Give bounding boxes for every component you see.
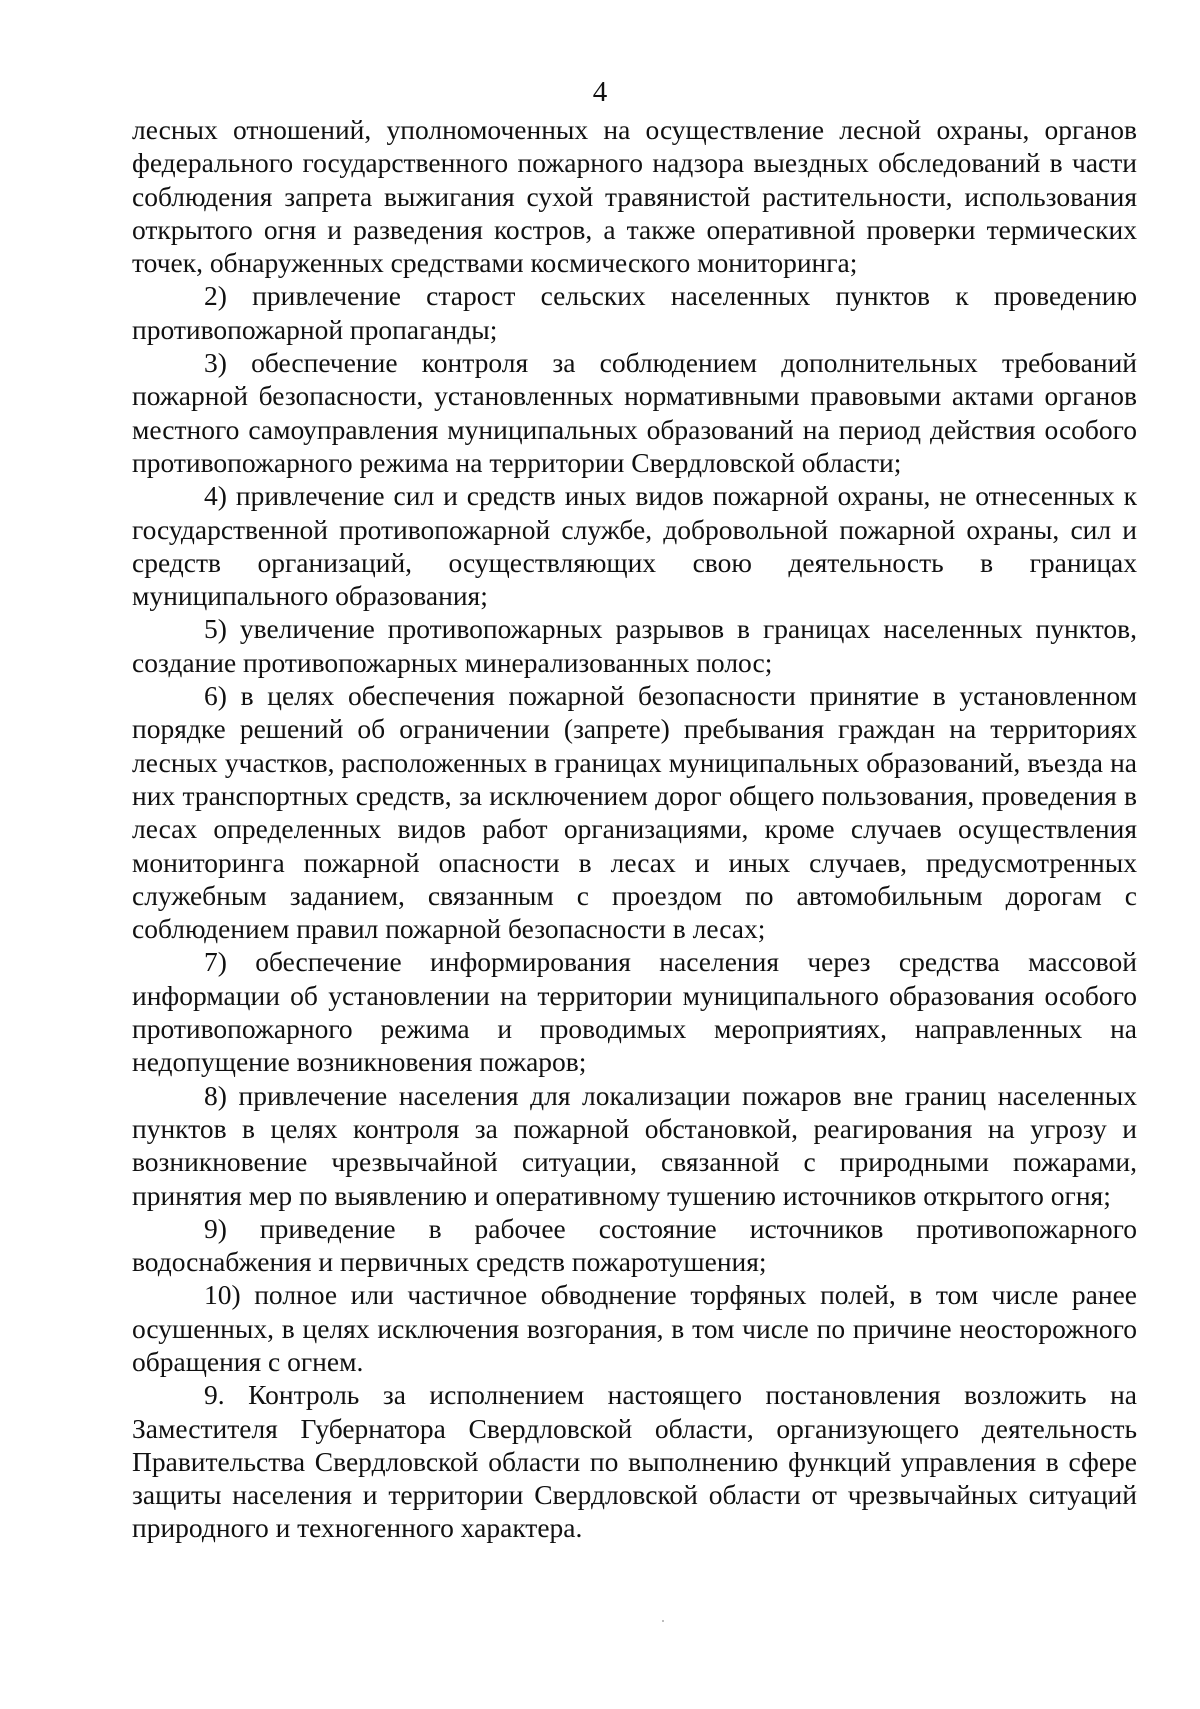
list-item-3: 3) обеспечение контроля за соблюдением дополнительных требований пожарной безопасности, установленных нормативными правовыми актами органов местного самоуправления муниципальных образований на период действия особого противопожарного режима на территории Свердловской области; [132,347,1137,478]
scan-speck [662,1620,664,1622]
page-number: 4 [592,76,608,108]
list-item-8: 8) привлечение населения для локализации пожаров вне границ населенных пунктов в целях контроля за пожарной обстановкой, реагирования на угрозу и возникновение чрезвычайной ситуации, связанной с природными пожарами, принятия мер по выявлению и оперативному тушению источников открытого огня; [132,1079,1137,1211]
paragraph-continuation: лесных отношений, уполномоченных на осуществление лесной охраны, органов федерального государственного пожарного надзора выездных обследований в части соблюдения запрета выжигания сухой травянистой растительности, использования открытого огня и разведения костров, а также оперативной проверки термических точек, обнаруженных средствами космического мониторинга; [132,114,1137,279]
document-body [132,113,1137,1545]
list-item-5: 5) увеличение противопожарных разрывов в границах населенных пунктов, создание противопожарных минерализованных полос; [132,613,1137,678]
list-item-4: 4) привлечение сил и средств иных видов пожарной охраны, не отнесенных к государственной противопожарной службе, добровольной пожарной охраны, сил и средств организаций, осуществляющих свою деятельность в границах муниципального образования; [132,480,1137,612]
list-item-10: 10) полное или частичное обводнение торфяных полей, в том числе ранее осушенных, в целях исключения возгорания, в том числе по причине неосторожного обращения с огнем. [132,1279,1137,1377]
clause-9-paragraph: 9. Контроль за исполнением настоящего постановления возложить на Заместителя Губернатора Свердловской области, организующего деятельность Правительства Свердловской области по выполнению функций управления в сфере защиты населения и территории Свердловской области от чрезвычайных ситуаций природного и техногенного характера. [132,1379,1137,1544]
list-item-9: 9) приведение в рабочее состояние источников противопожарного водоснабжения и первичных средств пожаротушения; [132,1212,1137,1278]
list-item-7: 7) обеспечение информирования населения через средства массовой информации об установлении на территории муниципального образования особого противопожарного режима и проводимых мероприятиях, направленных на недопущение возникновения пожаров; [132,946,1137,1078]
list-item-2: 2) привлечение старост сельских населенных пунктов к проведению противопожарной пропаганды; [132,280,1137,345]
list-item-6: 6) в целях обеспечения пожарной безопасности принятие в установленном порядке решений об ограничении (запрете) пребывания граждан на территориях лесных участков, расположенных в границах муниципальных образований, въезда на них транспортных средств, за исключением дорог общего пользования, проведения в лесах определенных видов работ организациями, кроме случаев осуществления мониторинга пожарной опасности в лесах и иных случаев, предусмотренных служебным заданием, связанным с проездом по автомобильным дорогам с соблюдением правил пожарной безопасности в лесах; [132,680,1137,945]
